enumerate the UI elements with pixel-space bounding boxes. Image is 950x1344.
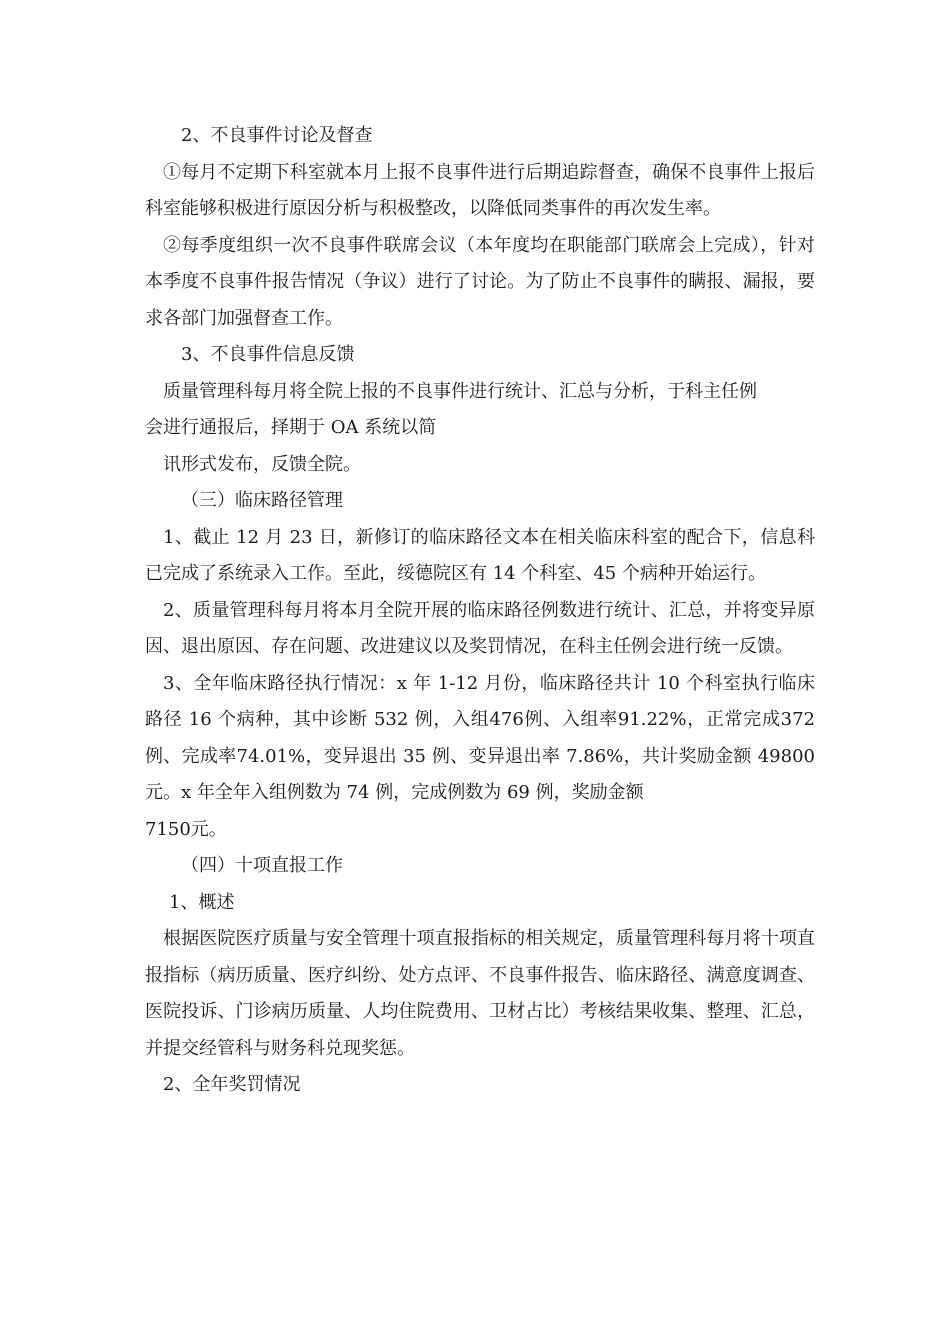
paragraph-monthly-followup: ①每月不定期下科室就本月上报不良事件进行后期追踪督查，确保不良事件上报后科室能够积极进行原因分析与积极整改，以降低同类事件的再次发生率。	[145, 161, 815, 219]
paragraph-overview: 根据医院医疗质量与安全管理十项直报指标的相关规定，质量管理科每月将十项直报指标（病历质量、医疗纠纷、处方点评、不良事件报告、临床路径、满意度调查、医院投诉、门诊病历质量、人均住院费用、卫材占比）考核结果收集、整理、汇总，并提交经管科与财务科兑现奖惩。	[145, 928, 815, 1059]
heading-clinical-pathway: （三）临床路径管理	[181, 490, 343, 511]
paragraph-feedback-line-2: 会进行通报后，择期于 OA 系统以简	[145, 417, 437, 438]
heading-adverse-event-review: 2、不良事件讨论及督查	[181, 125, 373, 146]
paragraph-pathway-annual-end: 7150元。	[145, 818, 227, 840]
heading-annual-rewards: 2、全年奖罚情况	[163, 1074, 301, 1095]
document-body	[145, 118, 821, 1104]
paragraph-feedback-line-3: 讯形式发布，反馈全院。	[163, 453, 361, 475]
paragraph-pathway-entry: 1、截止 12 月 23 日，新修订的临床路径文本在相关临床科室的配合下，信息科已完成了系统录入工作。至此，绥德院区有 14 个科室、45 个病种开始运行。	[145, 526, 815, 584]
heading-ten-direct-reports: （四）十项直报工作	[181, 855, 343, 876]
paragraph-pathway-annual: 3、全年临床路径执行情况：x 年 1-12 月份，临床路径共计 10 个科室执行临床路径 16 个病种，其中诊断 532 例，入组476例、入组率91.22%，正常完成372例、完成率74.01%，变异退出 35 例、变异退出率 7.86%，共计奖励金额 49800 元。x 年全年入组例数为 74 例，完成例数为 69 例，奖励金额	[145, 672, 821, 803]
heading-overview: 1、概述	[169, 891, 235, 913]
paragraph-pathway-monthly: 2、质量管理科每月将本月全院开展的临床路径例数进行统计、汇总，并将变异原因、退出原因、存在问题、改进建议以及奖罚情况，在科主任例会进行统一反馈。	[145, 599, 815, 657]
paragraph-quarterly-meeting: ②每季度组织一次不良事件联席会议（本年度均在职能部门联席会上完成），针对本季度不良事件报告情况（争议）进行了讨论。为了防止不良事件的瞒报、漏报，要求各部门加强督查工作。	[145, 234, 815, 329]
heading-adverse-event-feedback: 3、不良事件信息反馈	[181, 344, 355, 365]
paragraph-feedback-line-1: 质量管理科每月将全院上报的不良事件进行统计、汇总与分析，于科主任例	[163, 380, 757, 402]
